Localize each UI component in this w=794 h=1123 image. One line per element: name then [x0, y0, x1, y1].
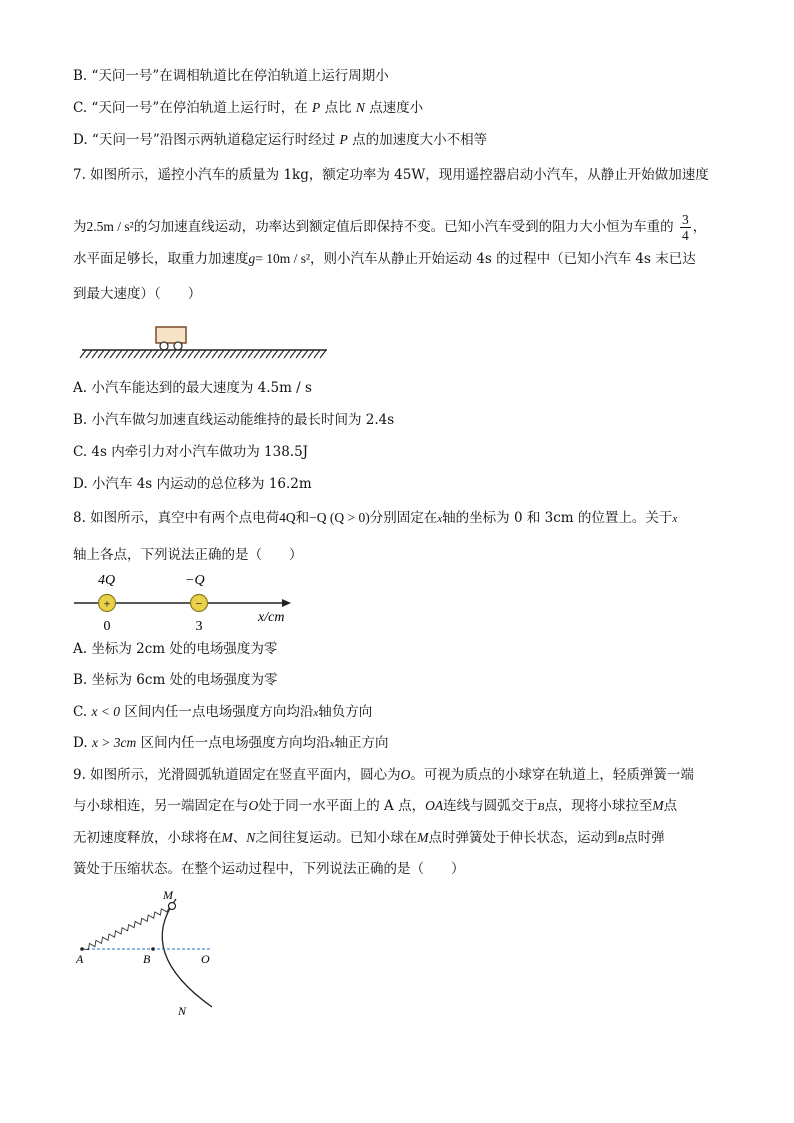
hatch-mark	[86, 350, 92, 358]
hatch-mark	[92, 350, 98, 358]
q9-label-o: O	[201, 952, 210, 966]
q9-line-oa: OA	[425, 798, 444, 813]
q7-option-d-text: D. 小汽车 4s 内运动的总位移为 16.2m	[73, 476, 312, 492]
q7-stem-text-1: 7. 如图所示，遥控小汽车的质量为 1kg，额定功率为 45W，现用遥控器启动小汽车，从静止开始做加速度	[73, 167, 709, 183]
q7-stem-text-2b: 的匀加速直线运动，功率达到额定值后即保持不变。已知小汽车受到的阻力大小恒为车重的	[133, 219, 674, 235]
hatch-mark	[80, 350, 86, 358]
q8-option-d-x: x	[329, 738, 335, 750]
hatch-mark	[176, 350, 182, 358]
q7-stem-text-3a: 水平面足够长，取重力加速度	[73, 251, 249, 267]
q9-point-m-3: M	[417, 830, 429, 845]
q7-stem-line-1	[73, 165, 709, 185]
hatch-mark	[236, 350, 242, 358]
q6-option-c-text-3: 点速度小	[369, 100, 424, 116]
q9-point-b: B	[537, 801, 545, 813]
q8-stem-line-1	[73, 508, 677, 529]
hatch-mark	[254, 350, 260, 358]
q7-fraction-denominator: 4	[681, 228, 689, 243]
q9-stem-line-2	[73, 796, 677, 817]
q9-point-o-2: O	[248, 798, 259, 813]
q8-charge-1-text: 4Q	[279, 510, 296, 525]
q6-option-c-point-p: P	[312, 100, 321, 115]
q9-spring	[84, 908, 169, 950]
q9-point-b-dot	[151, 947, 155, 951]
q8-option-b-text: B. 坐标为 6cm 处的电场强度为零	[73, 672, 278, 688]
hatch-mark	[224, 350, 230, 358]
q9-stem-text-2a: 与小球相连，另一端固定在与	[73, 798, 249, 814]
q8-axis-arrow	[282, 599, 291, 607]
q9-label-m: M	[163, 888, 173, 902]
q6-option-b	[73, 66, 389, 86]
q7-fraction	[680, 212, 691, 243]
q6-option-c-text-1: C. “天问一号”在停泊轨道上运行时，在	[73, 100, 308, 116]
q9-stem-text-2e: 点	[663, 798, 678, 814]
q8-option-c-label: C.	[73, 704, 92, 720]
q9-stem-text-3b: 、	[232, 830, 247, 846]
hatch-mark	[218, 350, 224, 358]
ground-hatching	[80, 350, 326, 358]
q9-arc-spring-figure	[70, 885, 240, 1025]
hatch-mark	[128, 350, 134, 358]
q9-stem-text-3e: 点时弹	[624, 830, 665, 846]
q8-option-d	[73, 733, 388, 754]
car-body	[156, 327, 186, 343]
hatch-mark	[212, 350, 218, 358]
q6-option-d-text-2: 点的加速度大小不相等	[352, 132, 488, 148]
q9-label-b: B	[143, 952, 151, 966]
q9-label-n: N	[178, 1004, 187, 1018]
q8-option-c-range: x < 0	[91, 704, 121, 719]
q8-option-d-text-2: 轴正方向	[334, 735, 389, 751]
q9-point-o: O	[400, 767, 411, 782]
hatch-mark	[290, 350, 296, 358]
q8-stem-text-2: 轴上各点，下列说法正确的是（ ）	[73, 547, 303, 563]
hatch-mark	[320, 350, 326, 358]
q7-stem-text-2a: 为	[73, 219, 87, 235]
q6-option-d	[73, 130, 487, 150]
q9-stem-text-3c: 之间往复运动。已知小球在	[255, 830, 418, 846]
q6-option-b-text: B. “天问一号”在调相轨道比在停泊轨道上运行周期小	[73, 68, 389, 84]
hatch-mark	[302, 350, 308, 358]
hatch-mark	[230, 350, 236, 358]
q9-stem-text-2d: 点，现将小球拉至	[544, 798, 653, 814]
q7-option-d	[73, 474, 312, 494]
hatch-mark	[170, 350, 176, 358]
q8-option-d-range: x > 3cm	[91, 735, 137, 750]
hatch-mark	[248, 350, 254, 358]
hatch-mark	[116, 350, 122, 358]
q6-option-d-point-p: P	[339, 132, 348, 147]
hatch-mark	[314, 350, 320, 358]
q7-gravity-value: = 10m / s²	[255, 251, 311, 266]
q7-gravity-symbol: g	[248, 251, 256, 266]
q6-option-c-point-n: N	[355, 100, 365, 115]
q6-option-d-text-1: D. “天问一号”沿图示两轨道稳定运行时经过	[73, 132, 336, 148]
q7-car-figure	[80, 322, 330, 362]
hatch-mark	[134, 350, 140, 358]
q8-charge-1	[279, 510, 296, 525]
hatch-mark	[104, 350, 110, 358]
q9-point-n: N	[246, 830, 256, 845]
hatch-mark	[194, 350, 200, 358]
q7-stem-text-4: 到最大速度）（ ）	[73, 286, 202, 302]
hatch-mark	[296, 350, 302, 358]
q8-option-a	[73, 639, 277, 659]
q8-option-d-label: D.	[73, 735, 92, 751]
q9-stem-text-2c: 连线与圆弧交于	[443, 798, 538, 814]
q9-stem-text-2b: 处于同一水平面上的 A 点，	[258, 798, 426, 814]
q9-point-b-2: B	[617, 833, 625, 845]
car-wheel-right	[174, 342, 182, 350]
q8-option-b	[73, 670, 278, 690]
hatch-mark	[98, 350, 104, 358]
hatch-mark	[206, 350, 212, 358]
hatch-mark	[242, 350, 248, 358]
q6-option-c-text-2: 点比	[324, 100, 352, 116]
hatch-mark	[158, 350, 164, 358]
hatch-mark	[182, 350, 188, 358]
q8-label-4q: 4Q	[98, 573, 116, 588]
q7-stem-text-2c: ，	[692, 219, 707, 235]
q9-stem-line-4	[73, 859, 465, 879]
q8-stem-text-1b: 分别固定在	[369, 510, 438, 526]
q9-point-a-dot	[80, 947, 84, 951]
q8-option-c	[73, 702, 372, 723]
q7-stem-line-4	[73, 284, 201, 304]
q9-stem-text-1a: 9. 如图所示，光滑圆弧轨道固定在竖直平面内，圆心为	[73, 767, 401, 783]
q8-stem-text-1c: 轴的坐标为 0 和 3cm 的位置上。关于	[442, 510, 673, 526]
q8-option-d-text-1: 区间内任一点电场强度方向均沿	[136, 735, 330, 751]
hatch-mark	[140, 350, 146, 358]
q8-option-c-x: x	[313, 707, 319, 719]
q7-acceleration: 2.5m / s²	[86, 219, 134, 234]
q8-option-c-text-1: 区间内任一点电场强度方向均沿	[120, 704, 314, 720]
hatch-mark	[260, 350, 266, 358]
hatch-mark	[272, 350, 278, 358]
q9-stem-line-1	[73, 765, 694, 785]
q8-option-c-text-2: 轴负方向	[318, 704, 373, 720]
q8-label-neg-q: −Q	[185, 573, 205, 588]
q8-tick-0: 0	[103, 619, 111, 634]
hatch-mark	[308, 350, 314, 358]
q8-axis-label: x/cm	[258, 610, 285, 625]
q9-stem-text-3d: 点时弹簧处于伸长状态，运动到	[428, 830, 618, 846]
q7-stem-line-2	[73, 212, 706, 243]
q7-stem-line-3	[73, 249, 696, 269]
q9-point-m-2: M	[221, 830, 233, 845]
hatch-mark	[200, 350, 206, 358]
q9-point-m: M	[652, 798, 664, 813]
q7-option-a-text: A. 小汽车能达到的最大速度为 4.5m / s	[73, 380, 312, 396]
q8-minus-sign: −	[195, 596, 203, 611]
hatch-mark	[164, 350, 170, 358]
q8-x-symbol-1: x	[437, 513, 443, 525]
q7-option-c-text: C. 4s 内牵引力对小汽车做功为 138.5J	[73, 444, 309, 460]
q9-ball	[169, 903, 176, 910]
q9-label-a: A	[76, 952, 84, 966]
q8-option-a-text: A. 坐标为 2cm 处的电场强度为零	[73, 641, 278, 657]
q7-option-b	[73, 410, 394, 430]
q9-stem-text-1b: 。可视为质点的小球穿在轨道上，轻质弹簧一端	[410, 767, 694, 783]
q7-option-c	[73, 442, 308, 462]
q9-stem-text-4: 簧处于压缩状态。在整个运动过程中，下列说法正确的是（ ）	[73, 861, 465, 877]
q7-fraction-numerator: 3	[681, 212, 689, 227]
hatch-mark	[146, 350, 152, 358]
q8-tick-3: 3	[195, 619, 203, 634]
q8-stem-and: 和	[295, 510, 310, 526]
q8-stem-text-1a: 8. 如图所示，真空中有两个点电荷	[73, 510, 280, 526]
q9-stem-line-3	[73, 828, 665, 849]
q9-stem-text-3a: 无初速度释放，小球将在	[73, 830, 222, 846]
q8-x-symbol-2: x	[672, 513, 678, 525]
car-wheel-left	[160, 342, 168, 350]
hatch-mark	[284, 350, 290, 358]
hatch-mark	[152, 350, 158, 358]
q8-plus-sign: +	[103, 596, 111, 611]
q8-charge-2: −Q (Q > 0)	[309, 510, 370, 525]
hatch-mark	[188, 350, 194, 358]
q8-stem-line-2	[73, 545, 303, 565]
q6-option-c	[73, 98, 423, 118]
q7-option-a	[73, 378, 312, 398]
hatch-mark	[110, 350, 116, 358]
q7-option-b-text: B. 小汽车做匀加速直线运动能维持的最长时间为 2.4s	[73, 412, 395, 428]
hatch-mark	[266, 350, 272, 358]
hatch-mark	[122, 350, 128, 358]
q7-stem-text-3b: ，则小汽车从静止开始运动 4s 的过程中（已知小汽车 4s 末已达	[310, 251, 696, 267]
hatch-mark	[278, 350, 284, 358]
q8-charge-figure	[72, 568, 302, 638]
